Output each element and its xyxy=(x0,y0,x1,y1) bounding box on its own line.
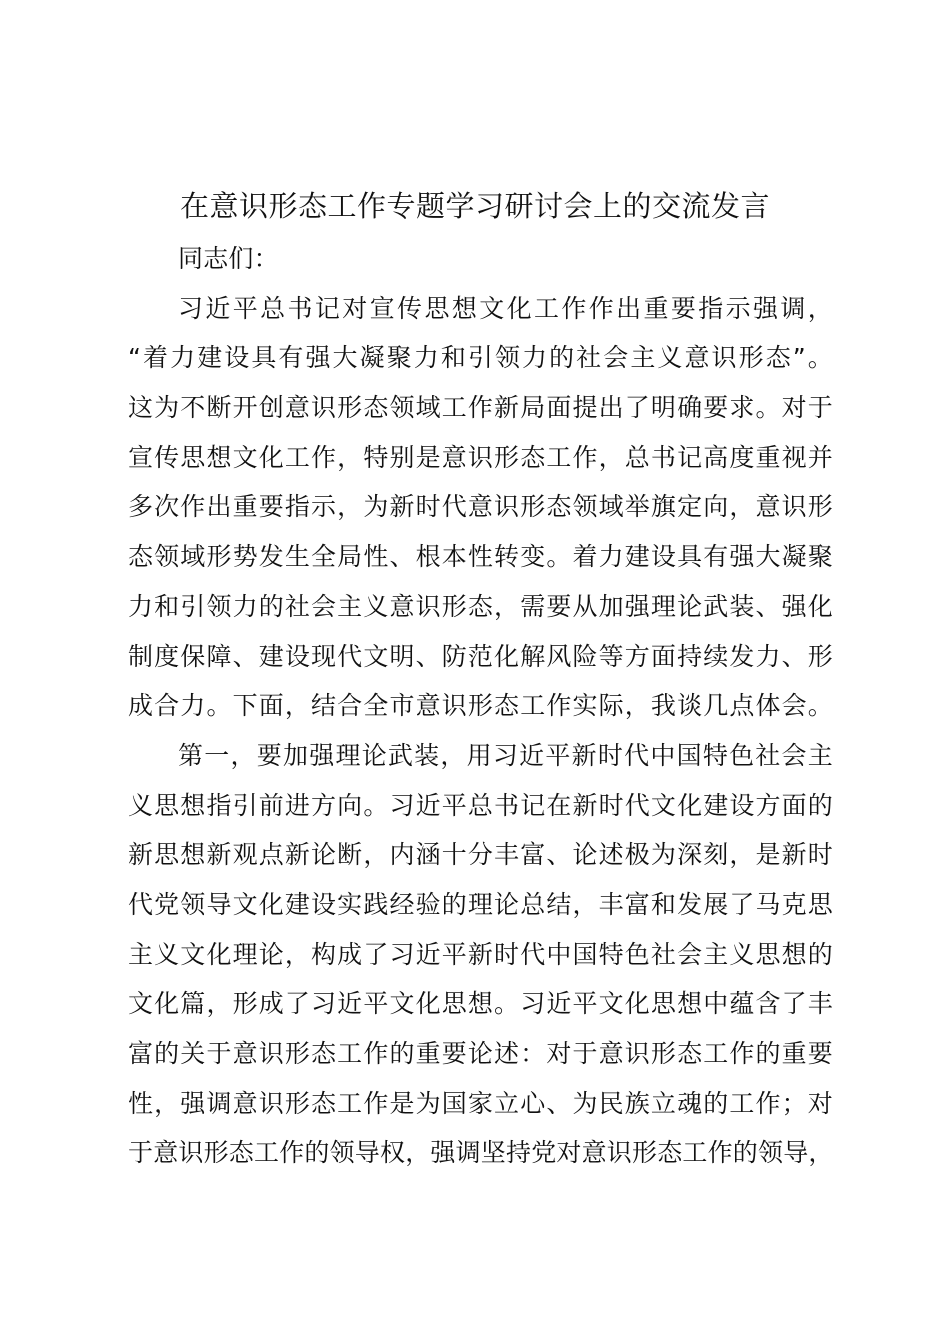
paragraph-line: 力和引领力的社会主义意识形态，需要从加强理论武装、强化 xyxy=(128,591,833,621)
paragraph-line: 主义文化理论，构成了习近平新时代中国特色社会主义思想的 xyxy=(128,939,833,969)
paragraph-line: 多次作出重要指示，为新时代意识形态领域举旗定向，意识形 xyxy=(128,492,833,522)
paragraph-line: 代党领导文化建设实践经验的理论总结，丰富和发展了马克思 xyxy=(128,889,833,919)
paragraph-line: “着力建设具有强大凝聚力和引领力的社会主义意识形态”。 xyxy=(128,343,833,373)
paragraph-line: 习近平总书记对宣传思想文化工作作出重要指示强调， xyxy=(178,293,833,323)
paragraph-line: 于意识形态工作的领导权，强调坚持党对意识形态工作的领导， xyxy=(128,1138,834,1168)
paragraph-line: 态领域形势发生全局性、根本性转变。着力建设具有强大凝聚 xyxy=(128,542,833,572)
paragraph-line: 宣传思想文化工作，特别是意识形态工作，总书记高度重视并 xyxy=(128,442,833,472)
paragraph-line: 成合力。下面，结合全市意识形态工作实际，我谈几点体会。 xyxy=(128,691,833,721)
document-body xyxy=(128,234,833,1178)
paragraph-line: 第一，要加强理论武装，用习近平新时代中国特色社会主 xyxy=(178,740,833,770)
document-title: 在意识形态工作专题学习研讨会上的交流发言 xyxy=(179,189,770,223)
paragraph-line: 制度保障、建设现代文明、防范化解风险等方面持续发力、形 xyxy=(128,641,833,671)
paragraph-line: 性，强调意识形态工作是为国家立心、为民族立魂的工作；对 xyxy=(128,1088,833,1118)
paragraph-line: 新思想新观点新论断，内涵十分丰富、论述极为深刻，是新时 xyxy=(128,840,833,870)
paragraph-line: 富的关于意识形态工作的重要论述：对于意识形态工作的重要 xyxy=(128,1039,833,1068)
paragraph-line: 这为不断开创意识形态领域工作新局面提出了明确要求。对于 xyxy=(128,393,833,423)
paragraph-line: 义思想指引前进方向。习近平总书记在新时代文化建设方面的 xyxy=(128,790,833,820)
paragraph-line: 文化篇，形成了习近平文化思想。习近平文化思想中蕴含了丰 xyxy=(128,989,833,1019)
salutation: 同志们： xyxy=(178,244,279,273)
